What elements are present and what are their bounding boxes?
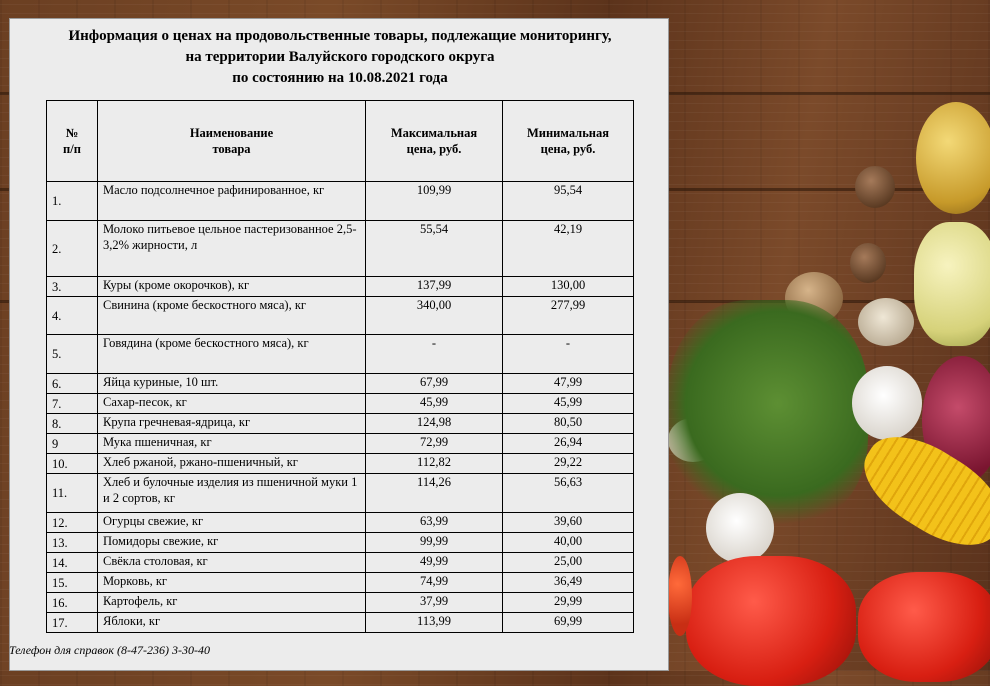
row-max-price: 112,82 [366, 454, 503, 474]
row-num: 10. [47, 454, 98, 474]
row-name: Яйца куриные, 10 шт. [98, 374, 366, 394]
row-name: Молоко питьевое цельное пастеризованное 2,5-3,2% жирности, л [98, 221, 366, 277]
row-num: 16. [47, 593, 98, 613]
table-row [47, 513, 634, 533]
price-document [9, 18, 669, 671]
row-max-price: 340,00 [366, 297, 503, 335]
row-num: 6. [47, 374, 98, 394]
row-min-price: 42,19 [503, 221, 634, 277]
row-min-price: 95,54 [503, 182, 634, 221]
table-header-row [47, 101, 634, 182]
row-min-price: 277,99 [503, 297, 634, 335]
table-body [47, 182, 634, 633]
row-max-price: 49,99 [366, 553, 503, 573]
footer-phone: Телефон для справок (8-47-236) 3-30-40 [9, 643, 210, 657]
row-num: 15. [47, 573, 98, 593]
table-row [47, 593, 634, 613]
table-row [47, 335, 634, 374]
row-num: 4. [47, 297, 98, 335]
row-name: Куры (кроме окорочков), кг [98, 277, 366, 297]
row-name: Хлеб и булочные изделия из пшеничной муки 1 и 2 сортов, кг [98, 474, 366, 513]
document-title [10, 26, 670, 89]
row-max-price: 72,99 [366, 434, 503, 454]
row-max-price: 124,98 [366, 414, 503, 434]
hazelnut-image [850, 243, 886, 283]
yellow-pepper-image [914, 222, 990, 346]
row-num: 1. [47, 182, 98, 221]
table-row [47, 533, 634, 553]
row-min-price: 47,99 [503, 374, 634, 394]
table-row [47, 474, 634, 513]
row-num: 3. [47, 277, 98, 297]
row-num: 8. [47, 414, 98, 434]
row-name: Свинина (кроме бескостного мяса), кг [98, 297, 366, 335]
row-max-price: 55,54 [366, 221, 503, 277]
table-row [47, 182, 634, 221]
table-row [47, 454, 634, 474]
tomato-image [668, 556, 692, 636]
row-name: Картофель, кг [98, 593, 366, 613]
row-max-price: 137,99 [366, 277, 503, 297]
red-pepper-image [858, 572, 990, 682]
row-num: 2. [47, 221, 98, 277]
table-row [47, 434, 634, 454]
row-max-price: 113,99 [366, 613, 503, 633]
row-num: 9 [47, 434, 98, 454]
row-max-price: 99,99 [366, 533, 503, 553]
row-min-price: 130,00 [503, 277, 634, 297]
row-min-price: 40,00 [503, 533, 634, 553]
row-min-price: 80,50 [503, 414, 634, 434]
row-num: 17. [47, 613, 98, 633]
row-max-price: 74,99 [366, 573, 503, 593]
row-name: Помидоры свежие, кг [98, 533, 366, 553]
table-row [47, 394, 634, 414]
table-row [47, 374, 634, 394]
garlic-image [852, 366, 922, 440]
quail-egg-image [858, 298, 914, 346]
row-min-price: 45,99 [503, 394, 634, 414]
table-row [47, 297, 634, 335]
row-name: Морковь, кг [98, 573, 366, 593]
header-max-price: Максимальная цена, руб. [366, 101, 503, 182]
row-min-price: - [503, 335, 634, 374]
hazelnut-image [855, 166, 895, 208]
row-name: Сахар-песок, кг [98, 394, 366, 414]
row-name: Масло подсолнечное рафинированное, кг [98, 182, 366, 221]
row-num: 11. [47, 474, 98, 513]
dill-image [668, 300, 868, 530]
title-line: на территории Валуйского городского округа [185, 49, 495, 65]
pear-image [916, 102, 990, 214]
row-max-price: 109,99 [366, 182, 503, 221]
row-num: 14. [47, 553, 98, 573]
title-line: по состоянию на 10.08.2021 года [232, 70, 448, 86]
row-num: 12. [47, 513, 98, 533]
row-name: Яблоки, кг [98, 613, 366, 633]
row-max-price: 67,99 [366, 374, 503, 394]
row-min-price: 25,00 [503, 553, 634, 573]
row-max-price: - [366, 335, 503, 374]
row-name: Свёкла столовая, кг [98, 553, 366, 573]
row-name: Огурцы свежие, кг [98, 513, 366, 533]
row-max-price: 37,99 [366, 593, 503, 613]
row-num: 7. [47, 394, 98, 414]
table-row [47, 277, 634, 297]
table-row [47, 414, 634, 434]
price-table [46, 100, 634, 633]
row-num: 5. [47, 335, 98, 374]
header-min-price: Минимальная цена, руб. [503, 101, 634, 182]
title-line: Информация о ценах на продовольственные товары, подлежащие мониторингу, [68, 28, 612, 44]
row-min-price: 26,94 [503, 434, 634, 454]
table-row [47, 553, 634, 573]
row-min-price: 29,22 [503, 454, 634, 474]
table-row [47, 221, 634, 277]
row-max-price: 63,99 [366, 513, 503, 533]
header-num: № п/п [47, 101, 98, 182]
row-min-price: 29,99 [503, 593, 634, 613]
red-pepper-image [686, 556, 856, 686]
row-name: Говядина (кроме бескостного мяса), кг [98, 335, 366, 374]
row-max-price: 114,26 [366, 474, 503, 513]
garlic-image [706, 493, 774, 563]
row-min-price: 56,63 [503, 474, 634, 513]
row-name: Хлеб ржаной, ржано-пшеничный, кг [98, 454, 366, 474]
header-name: Наименование товара [98, 101, 366, 182]
table-row [47, 613, 634, 633]
row-min-price: 36,49 [503, 573, 634, 593]
row-min-price: 39,60 [503, 513, 634, 533]
row-num: 13. [47, 533, 98, 553]
row-max-price: 45,99 [366, 394, 503, 414]
row-min-price: 69,99 [503, 613, 634, 633]
row-name: Мука пшеничная, кг [98, 434, 366, 454]
row-name: Крупа гречневая-ядрица, кг [98, 414, 366, 434]
table-row [47, 573, 634, 593]
